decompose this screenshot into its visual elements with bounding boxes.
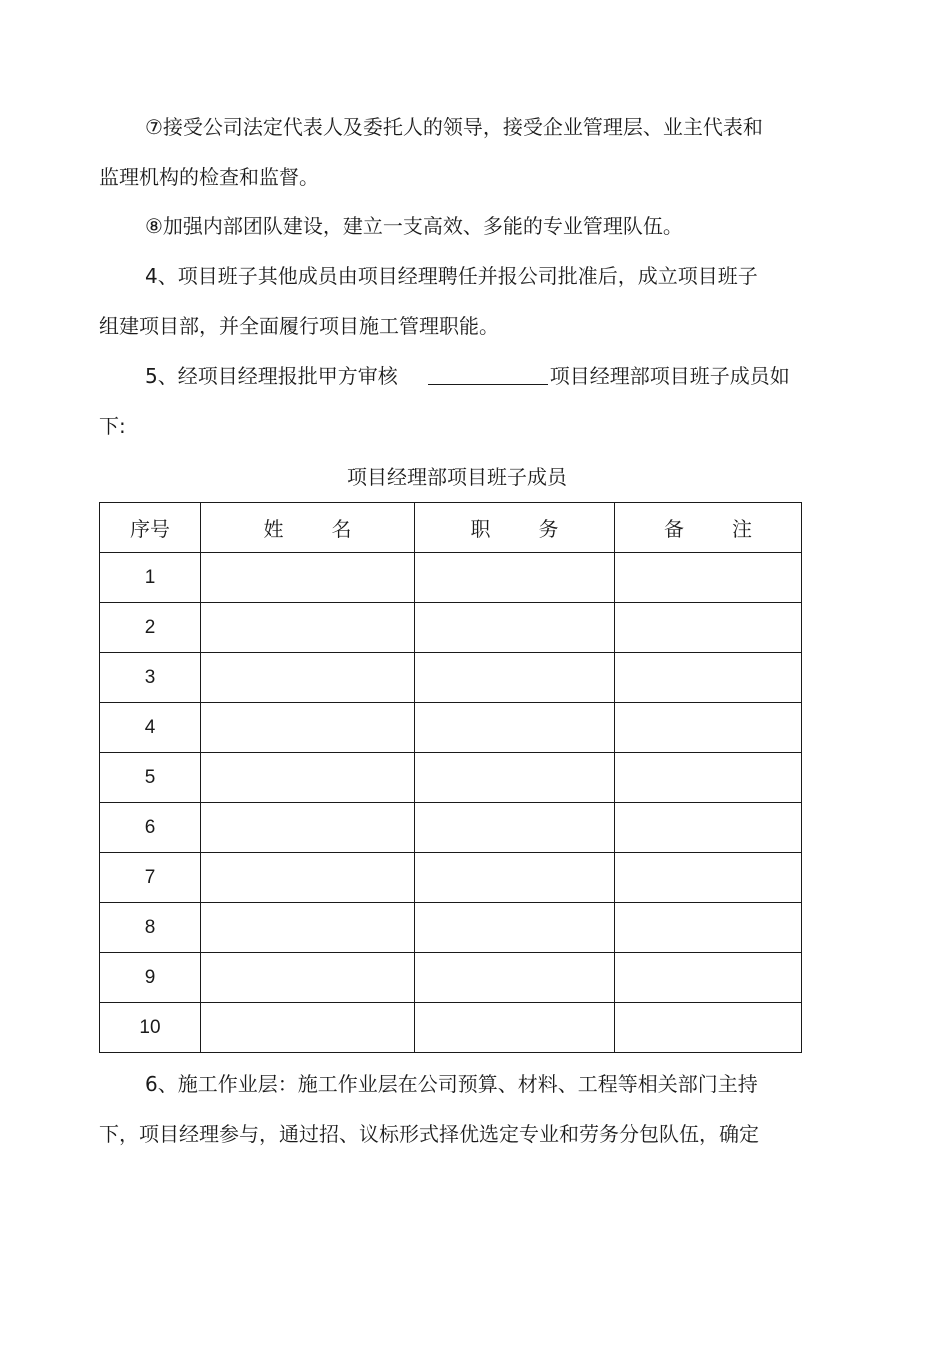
table-row	[100, 553, 802, 603]
cell-position	[415, 903, 615, 953]
cell-remark	[615, 553, 802, 603]
table-row	[100, 953, 802, 1003]
cell-position	[415, 653, 615, 703]
cell-name	[201, 953, 415, 1003]
team-members-table	[99, 502, 802, 1053]
cell-seq: 2	[100, 603, 201, 653]
cell-name	[201, 603, 415, 653]
paragraph-item-7-line-1: ⑦接受公司法定代表人及委托人的领导，接受企业管理层、业主代表和	[145, 115, 763, 139]
cell-seq: 8	[100, 903, 201, 953]
cell-name	[201, 703, 415, 753]
paragraph-item-7-line-2: 监理机构的检查和监督。	[99, 165, 319, 189]
cell-name	[201, 903, 415, 953]
header-name-text: 姓名	[263, 517, 400, 541]
paragraph-5-text-after-blank: 项目经理部项目班子成员如	[549, 364, 790, 388]
cell-seq: 6	[100, 803, 201, 853]
paragraph-5-text-before-blank: 5、经项目经理报批甲方审核	[145, 364, 398, 388]
paragraph-item-8: ⑧加强内部团队建设，建立一支高效、多能的专业管理队伍。	[145, 214, 683, 238]
cell-seq: 3	[100, 653, 201, 703]
cell-remark	[615, 1003, 802, 1053]
cell-seq: 7	[100, 853, 201, 903]
cell-position	[415, 853, 615, 903]
header-remark	[615, 503, 802, 553]
header-seq: 序号	[100, 503, 201, 553]
cell-remark	[615, 653, 802, 703]
table-row	[100, 603, 802, 653]
cell-position	[415, 1003, 615, 1053]
fill-in-blank	[428, 364, 548, 385]
table-row	[100, 903, 802, 953]
cell-name	[201, 853, 415, 903]
cell-position	[415, 953, 615, 1003]
cell-seq: 10	[100, 1003, 201, 1053]
cell-position	[415, 803, 615, 853]
paragraph-4-line-1: 4、项目班子其他成员由项目经理聘任并报公司批准后，成立项目班子	[145, 264, 758, 288]
paragraph-4-line-2: 组建项目部，并全面履行项目施工管理职能。	[99, 314, 499, 338]
cell-remark	[615, 603, 802, 653]
cell-seq: 1	[100, 553, 201, 603]
table-row	[100, 703, 802, 753]
header-position-text: 职务	[470, 517, 607, 541]
table-caption: 项目经理部项目班子成员	[347, 465, 567, 489]
table-body	[100, 553, 802, 1053]
cell-position	[415, 703, 615, 753]
table-row	[100, 1003, 802, 1053]
cell-remark	[615, 853, 802, 903]
table-row	[100, 803, 802, 853]
cell-name	[201, 1003, 415, 1053]
cell-position	[415, 603, 615, 653]
header-remark-text: 备注	[664, 517, 800, 541]
cell-position	[415, 753, 615, 803]
cell-name	[201, 753, 415, 803]
cell-remark	[615, 703, 802, 753]
paragraph-6-line-1: 6、施工作业层：施工作业层在公司预算、材料、工程等相关部门主持	[145, 1072, 758, 1096]
header-name	[201, 503, 415, 553]
cell-name	[201, 803, 415, 853]
table-row	[100, 653, 802, 703]
header-position	[415, 503, 615, 553]
cell-remark	[615, 903, 802, 953]
paragraph-5-line-2: 下:	[99, 414, 126, 438]
cell-seq: 5	[100, 753, 201, 803]
table-row	[100, 753, 802, 803]
cell-position	[415, 553, 615, 603]
cell-remark	[615, 753, 802, 803]
cell-seq: 4	[100, 703, 201, 753]
paragraph-6-line-2: 下，项目经理参与，通过招、议标形式择优选定专业和劳务分包队伍，确定	[99, 1122, 759, 1146]
paragraph-5-line-1	[145, 362, 790, 390]
cell-name	[201, 653, 415, 703]
cell-remark	[615, 953, 802, 1003]
table-header-row	[100, 503, 802, 553]
cell-name	[201, 553, 415, 603]
cell-remark	[615, 803, 802, 853]
table-row	[100, 853, 802, 903]
cell-seq: 9	[100, 953, 201, 1003]
